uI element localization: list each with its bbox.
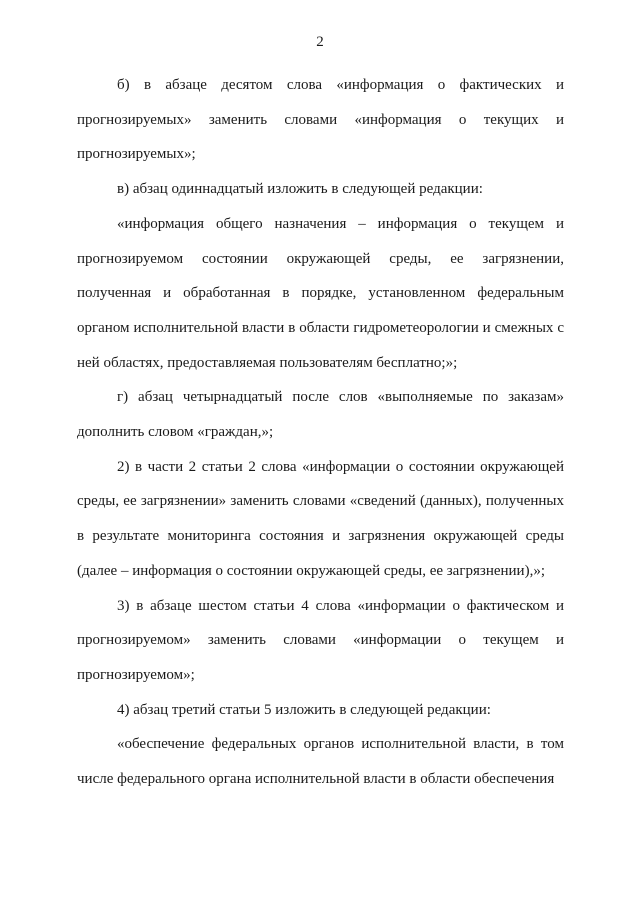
document-body — [77, 68, 564, 797]
page-number: 2 — [316, 34, 324, 50]
paragraph-b-amendment: б) в абзаце десятом слова «информация о фактических и прогнозируемых» заменить словами «информация о текущих и прогнозируемых»; — [77, 77, 564, 163]
paragraph-item-2: 2) в части 2 статьи 2 слова «информации о состоянии окружающей среды, ее загрязнении» заменить словами «сведений (данных), полученных в результате мониторинга состояния и загрязнения окружающей среды (далее – информация о состоянии окружающей среды, ее загрязнении),»; — [77, 458, 564, 579]
paragraph-item-3: 3) в абзаце шестом статьи 4 слова «информации о фактическом и прогнозируемом» заменить словами «информации о текущем и прогнозируемом»; — [77, 597, 564, 683]
paragraph-g-amendment: г) абзац четырнадцатый после слов «выполняемые по заказам» дополнить словом «граждан,»; — [77, 389, 564, 441]
paragraph-general-info-definition: «информация общего назначения – информация о текущем и прогнозируемом состоянии окружающей среды, ее загрязнении, полученная и обработанная в порядке, установленном федеральным органом исполнительной власти в области гидрометеорологии и смежных с ней областях, предоставляемая пользователям бесплатно;»; — [77, 215, 564, 371]
paragraph-item-4: 4) абзац третий статьи 5 изложить в следующей редакции: — [117, 701, 491, 718]
paragraph-quoted-provision: «обеспечение федеральных органов исполнительной власти, в том числе федерального органа исполнительной власти в области обеспечения — [77, 736, 564, 788]
paragraph-v-amendment: в) абзац одиннадцатый изложить в следующей редакции: — [117, 181, 483, 198]
